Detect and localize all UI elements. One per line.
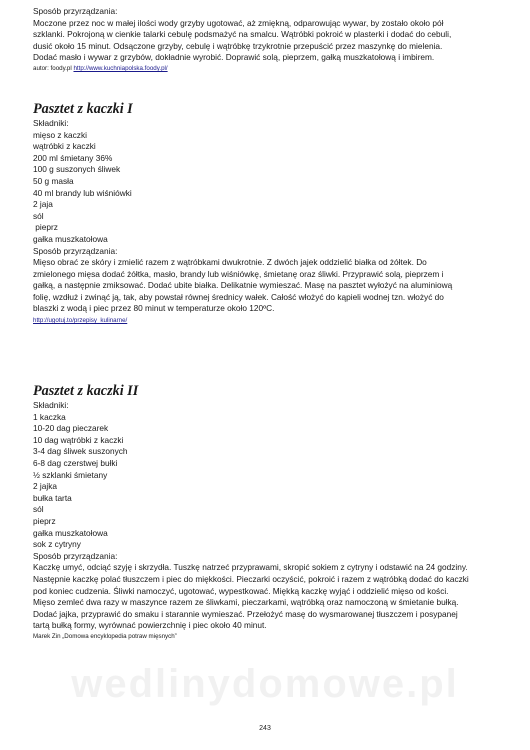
ingredient-item: bułka tarta — [33, 492, 72, 503]
ingredient-item: ½ szklanki śmietany — [33, 469, 108, 480]
ingredient-item: 50 g masła — [33, 175, 74, 186]
ingredient-item: 2 jaja — [33, 199, 53, 210]
ingredient-item: sól — [33, 504, 44, 515]
ingredient-item: 3-4 dag śliwek suszonych — [33, 446, 128, 457]
ingredient-item: pieprz — [33, 222, 58, 233]
source-link[interactable]: http://www.kuchniapolska.foody.pl/ — [73, 64, 168, 72]
method-line: folię, wzdłuż i zwinąć ją, tak, aby powstał równej średnicy wałek. Całość włożyć do kąpieli wodnej tzn. włożyć do — [33, 291, 444, 302]
ingredient-item: pieprz — [33, 516, 56, 526]
method-heading: Sposób przyrządzania: — [33, 550, 118, 561]
source-attribution — [33, 64, 503, 73]
ingredient-item: sól — [33, 210, 44, 221]
method-line: tartą bułką formy, wyrównać powierzchnię i piec około 40 minut. — [33, 620, 267, 631]
method-heading: Sposób przyrządzania: — [33, 6, 118, 16]
recipe-title: Pasztet z kaczki II — [33, 383, 139, 400]
page-number: 243 — [259, 725, 271, 732]
method-line: gałką, a następnie zmiksować. Dodać ubite białka. Delikatnie wymieszać. Masę na pasztet wyłożyć na aluminiową — [33, 280, 453, 291]
method-line: Mięso zemleć dwa razy w maszynce razem ze śliwkami, pieczarkami, wątróbką oraz namoczoną w śmietanie bułką. — [33, 597, 459, 608]
method-line: Mięso obrać ze skóry i zmielić razem z wątróbkami dwukrotnie. Z dwóch jajek oddzielić białka od żółtek. Do — [33, 257, 427, 268]
ingredient-item: 2 jajka — [33, 481, 57, 492]
ingredient-item: 100 g suszonych śliwek — [33, 164, 121, 175]
method-heading: Sposób przyrządzania: — [33, 245, 118, 256]
method-line: Kaczkę umyć, odciąć szyję i skrzydła. Tuszkę natrzeć przyprawami, skropić sokiem z cytryny i odstawić na 24 godziny. — [33, 562, 468, 573]
source-link-line — [33, 316, 503, 326]
ingredient-item: gałka muszkatołowa — [33, 527, 108, 538]
method-line: Moczone przez noc w małej ilości wody grzyby ugotować, aż zmiękną, odparowując wywar, by zostało około pół — [33, 17, 444, 28]
method-line: szklanki. Pokrojoną w cienkie talarki cebulę podsmażyć na smalcu. Wątróbki pokroić w plasterki i dodać do cebuli, — [33, 29, 452, 40]
ingredient-item: 6-8 dag czerstwej bułki — [33, 458, 118, 469]
ingredients-label: Składniki: — [33, 117, 69, 128]
ingredients-list — [33, 130, 503, 246]
method-line: Dodać jajka, przyprawić do smaku i starannie wymieszać. Przełożyć masę do wysmarowanej tłuszczem i posypanej — [33, 608, 458, 619]
ingredient-item: wątróbki z kaczki — [33, 141, 96, 152]
source-link[interactable]: http://ugotuj.to/przepisy_kulinarne/ — [33, 317, 128, 325]
recipe-title: Pasztet z kaczki I — [33, 100, 133, 117]
ingredient-item: mięso z kaczki — [33, 129, 87, 140]
recipe-1-body — [33, 118, 503, 326]
method-line: pod koniec cudzenia. Śliwki namoczyć, ugotować, wypestkować. Miękką kaczkę wyjąć i oddzielić mięso od kości. — [33, 585, 449, 596]
previous-recipe-method — [33, 6, 503, 73]
recipe-2-body — [33, 400, 503, 641]
ingredient-item: gałka muszkatołowa — [33, 233, 108, 244]
method-line: Następnie kaczkę polać tłuszczem i piec do miękkości. Pieczarki oczyścić, pokroić i razem z wątróbką dodać do kaczki — [33, 573, 469, 584]
source-attribution: Marek Zin „Domowa encyklopedia potraw mięsnych” — [33, 632, 177, 640]
source-prefix: autor: foody.pl — [33, 64, 74, 72]
method-line: zmielonego mięsa dodać żółtka, masło, brandy lub wiśniówkę, śmietanę oraz śliwki. Przyprawić solą, pieprzem i — [33, 268, 444, 279]
ingredients-list — [33, 412, 503, 551]
document-page — [33, 6, 503, 641]
watermark: wedlinydomowe.pl — [71, 662, 459, 706]
ingredient-item: 10-20 dag pieczarek — [33, 423, 109, 434]
ingredient-item: sok z cytryny — [33, 539, 81, 550]
ingredient-item: 1 kaczka — [33, 411, 66, 422]
method-line: dusić około 15 minut. Odsączone grzyby, cebulę i wątróbkę trzykrotnie przepuścić przez maszynkę do mielenia. — [33, 40, 443, 51]
ingredient-item: 40 ml brandy lub wiśniówki — [33, 187, 132, 198]
ingredient-item: 10 dag wątróbki z kaczki — [33, 434, 124, 445]
method-line: Dodać masło i wywar z grzybów, dokładnie wyrobić. Doprawić solą, pieprzem, gałką muszkatołową i imbirem. — [33, 52, 435, 63]
ingredients-label: Składniki: — [33, 400, 69, 411]
ingredient-item: 200 ml śmietany 36% — [33, 152, 113, 163]
method-line: blaszki z wodą i piec przez 80 minut w temperaturze około 120ºC. — [33, 303, 275, 314]
